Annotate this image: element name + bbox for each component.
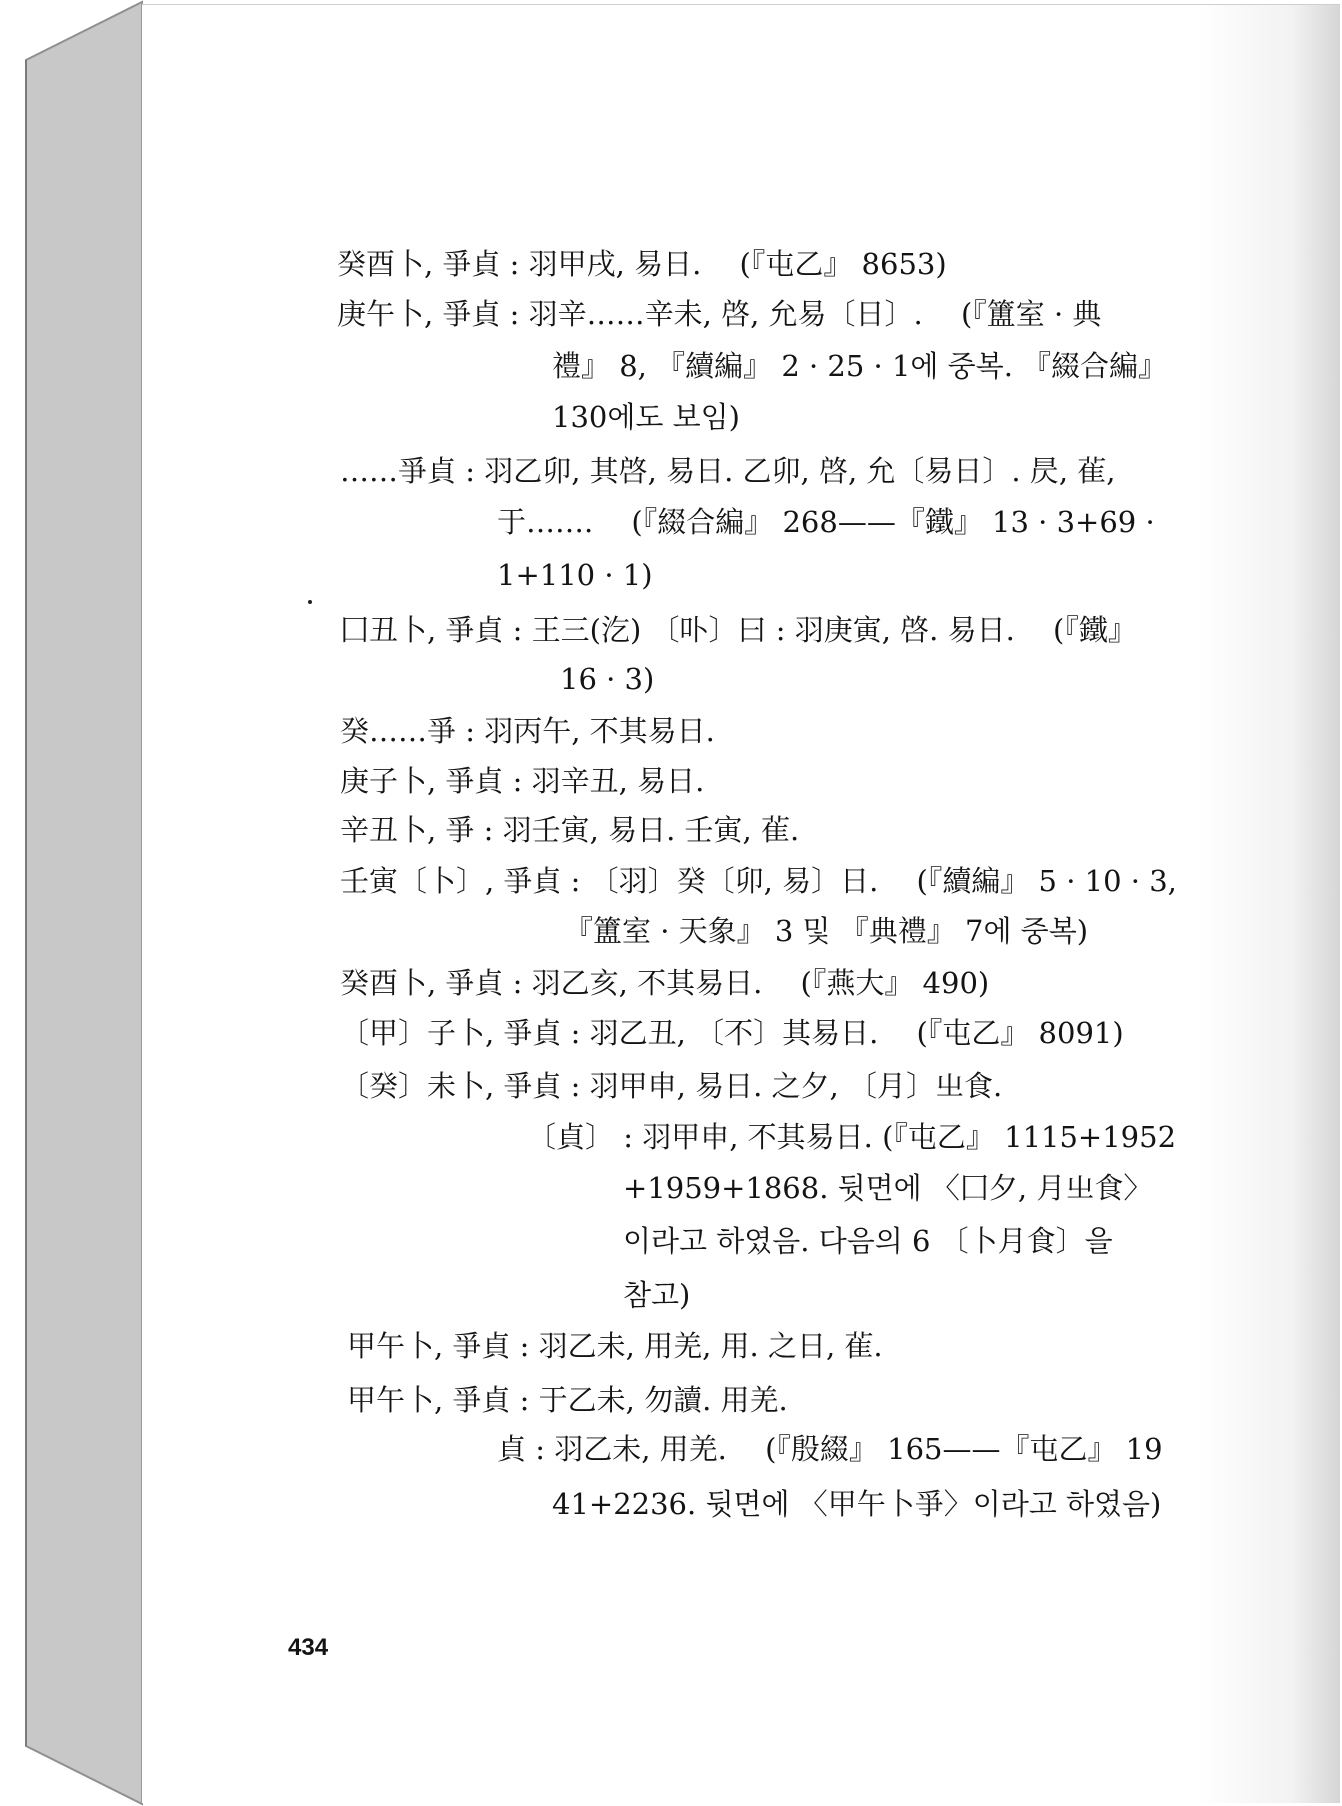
text-line: 癸酉卜, 爭貞 : 羽乙亥, 不其易日. (『燕大』 490) [340,966,990,1000]
text-line: 『簠室 · 天象』 3 및 『典禮』 7에 중복) [564,914,1089,948]
text-line: 貞 : 羽乙未, 用羌. (『殷綴』 165——『屯乙』 19 [497,1432,1163,1466]
text-line: 庚午卜, 爭貞 : 羽辛……辛未, 啓, 允易〔日〕. (『簠室 · 典 [337,297,1102,331]
page-number: 434 [288,1634,329,1661]
text-line: +1959+1868. 뒷면에 〈囗夕, 月㞢食〉 [623,1171,1153,1205]
text-line: 癸……爭 : 羽丙午, 不其易日. [340,714,715,748]
text-line: 庚子卜, 爭貞 : 羽辛丑, 易日. [340,764,705,798]
text-line: 甲午卜, 爭貞 : 羽乙未, 用羌, 用. 之日, 雈. [347,1329,883,1363]
stray-ink-dot [308,600,312,604]
text-line: 참고) [623,1278,691,1312]
text-line: 〔癸〕未卜, 爭貞 : 羽甲申, 易日. 之夕, 〔月〕㞢食. [340,1069,1003,1103]
text-line: 〔貞〕 : 羽甲申, 不其易日. (『屯乙』 1115+1952 [527,1120,1177,1154]
text-line: 禮』 8, 『續編』 2 · 25 · 1에 중복. 『綴合編』 [552,349,1168,383]
text-line: 16 · 3) [560,662,655,696]
text-line: ……爭貞 : 羽乙卯, 其啓, 易日. 乙卯, 啓, 允〔易日〕. 昃, 雈, [340,454,1116,488]
text-line: 于……. (『綴合編』 268——『鐵』 13 · 3+69 · [497,505,1155,539]
text-line: 壬寅〔卜〕, 爭貞 : 〔羽〕癸〔卯, 易〕日. (『續編』 5 · 10 · 3, [340,864,1177,898]
text-line: 〔甲〕子卜, 爭貞 : 羽乙丑, 〔不〕其易日. (『屯乙』 8091) [340,1016,1124,1050]
text-line: 1+110 · 1) [497,558,653,592]
text-line: 130에도 보임) [552,400,740,434]
text-line: 辛丑卜, 爭 : 羽壬寅, 易日. 壬寅, 雈. [340,813,800,847]
text-line: 甲午卜, 爭貞 : 于乙未, 勿讀. 用羌. [347,1383,788,1417]
text-line: 囗丑卜, 爭貞 : 王三(汔) 〔卟〕曰 : 羽庚寅, 啓. 易日. (『鐵』 [340,613,1137,647]
text-line: 41+2236. 뒷면에 〈甲午卜爭〉이라고 하였음) [552,1487,1162,1521]
text-line: 癸酉卜, 爭貞 : 羽甲戌, 易日. (『屯乙』 8653) [337,247,947,281]
text-line: 이라고 하였음. 다음의 6 〔卜月食〕을 [623,1224,1113,1258]
